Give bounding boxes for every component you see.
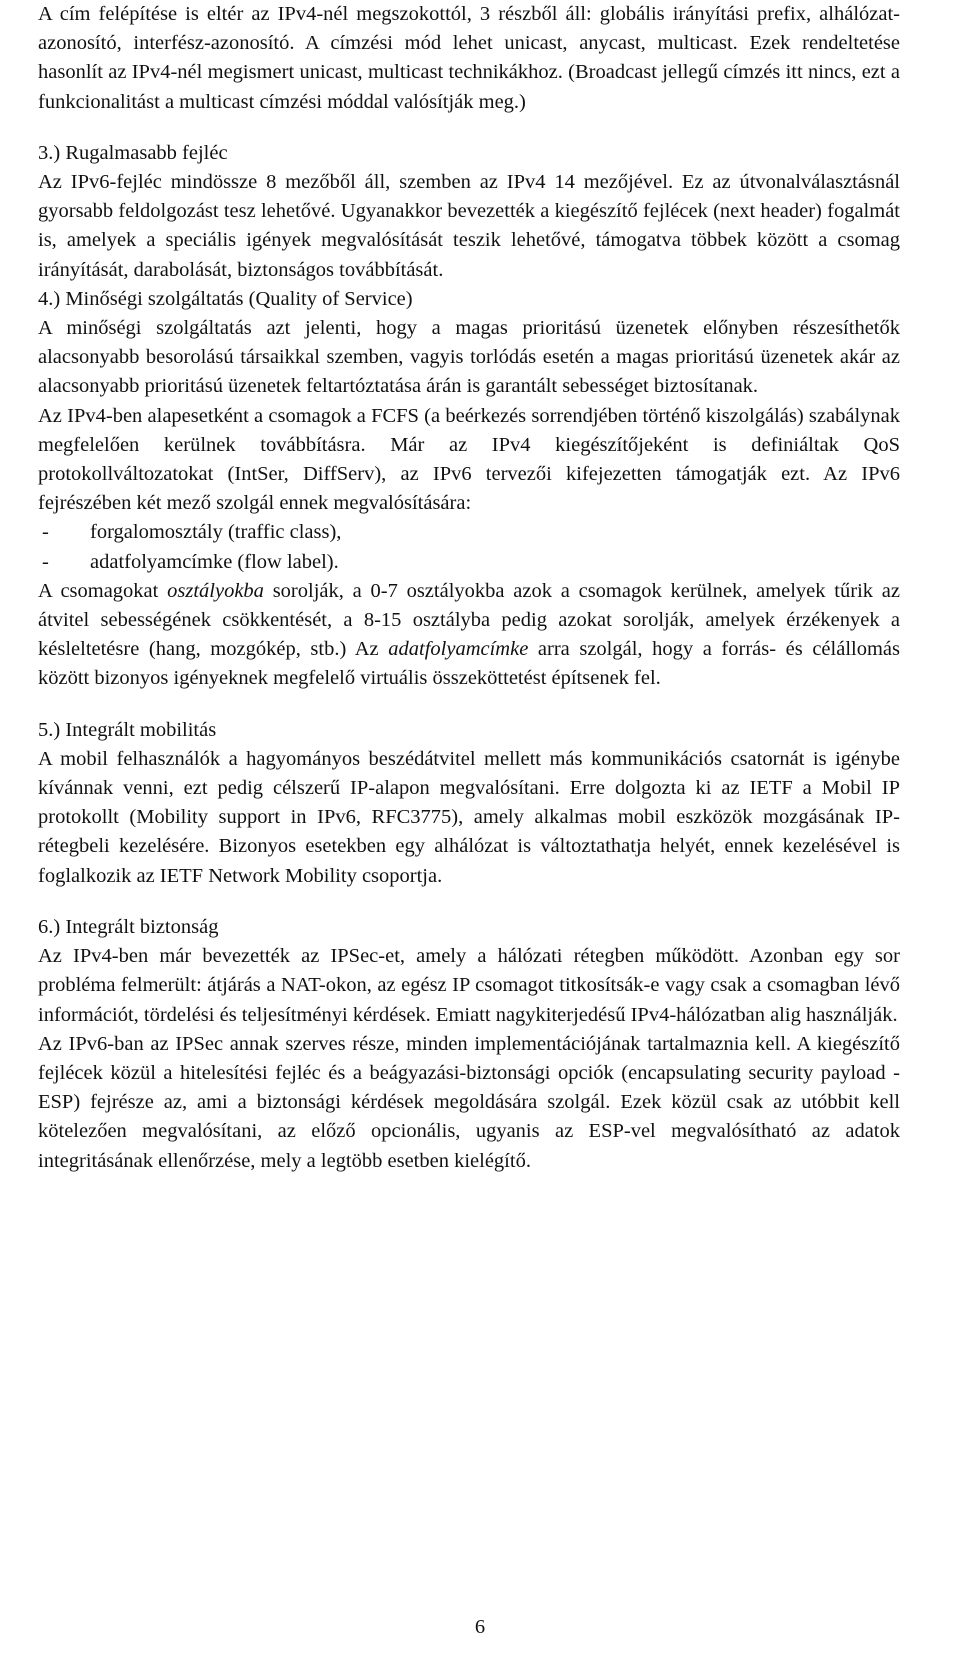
section-flexible-header: [38, 139, 900, 285]
text-run: arra szolgál, hogy a forrás- és célállomás között bizonyos igényeknek megfelelő virtuális összeköttetést építsenek fel.: [38, 638, 900, 690]
list-item: [38, 548, 900, 577]
section-paragraph: Az IPv6-ban az IPSec annak szerves része, minden implementációjának tartalmaznia kell. A kiegészítő fejlécek közül a hitelesítési fejléc és a beágyazási-biztonsági opciók (encapsulating security payload - ESP) fejrésze az, ami a biztonsági kérdések megoldására szolgál. Ezek közül csak az utóbbit kell kötelezően megvalósítani, az előző opcionális, ugyanis az ESP-vel megvalósítható az adatok integritásának ellenőrzése, mely a legtöbb esetben kielégítő.: [38, 1032, 900, 1172]
list-item-text: adatfolyamcímke (flow label).: [90, 550, 339, 573]
section-security: [38, 913, 900, 1176]
list-item: [38, 518, 900, 547]
section-paragraph: A minőségi szolgáltatás azt jelenti, hogy a magas prioritású üzenetek előnyben részesíthetők alacsonyabb besorolású társaikkal szemben, vagyis torlódás esetén a magas prioritású üzenetek akár az alacsonyabb prioritású üzenetek feltartóztatása árán is garantált sebességet biztosítanak.: [38, 317, 900, 398]
spacer: [38, 694, 900, 716]
section-paragraph: Az IPv4-ben alapesetként a csomagok a FCFS (a beérkezés sorrendjében történő kiszolgálás) szabálynak megfelelően kerülnek továbbításra. Már az IPv4 kiegészítőjeként is definiáltak QoS protokollváltozatokat (IntSer, DiffServ), az IPv6 tervezői kifejezetten támogatják ezt. Az IPv6 fejrészében két mező szolgál ennek megvalósítására:: [38, 404, 900, 515]
document-page: [38, 0, 900, 1176]
spacer: [38, 891, 900, 913]
section-heading: 4.) Minőségi szolgáltatás (Quality of Service): [38, 287, 413, 310]
italic-term: adatfolyamcímke: [388, 638, 529, 661]
intro-paragraph: A cím felépítése is eltér az IPv4-nél megszokottól, 3 részből áll: globális irányítási prefix, alhálózat-azonosító, interfész-azonosító. A címzési mód lehet unicast, anycast, multicast. Ezek rendeltetése hasonlít az IPv4-nél megismert unicast, multicast technikákhoz. (Broadcast jellegű címzés itt nincs, ezt a funkcionalitást a multicast címzési móddal valósítják meg.): [38, 3, 900, 113]
section-paragraph: Az IPv4-ben már bevezették az IPSec-et, amely a hálózati rétegben működött. Azonban egy sor probléma felmerült: átjárás a NAT-okon, az egész IP csomagot titkosítsák-e vagy csak a csomagban lévő információt, tördelési és teljesítményi kérdések. Emiatt nagykiterjedésű IPv4-hálózatban alig használják.: [38, 945, 900, 1026]
section-qos: [38, 285, 900, 694]
section-mobility: [38, 716, 900, 891]
section-paragraph: A mobil felhasználók a hagyományos beszédátvitel mellett más kommunikációs csatornát is igénybe kívánnak venni, ezt pedig célszerű IP-alapon megvalósítani. Erre dolgozta ki az IETF a Mobil IP protokollt (Mobility support in IPv6, RFC3775), amely alkalmas mobil eszközök mozgásának IP-rétegbeli kezelésére. Bizonyos esetekben egy alhálózat is változtathatja helyét, ennek kezelésével is foglalkozik az IETF Network Mobility csoportja.: [38, 747, 900, 887]
page-number: 6: [474, 1616, 486, 1638]
italic-term: osztályokba: [167, 579, 264, 602]
text-run: A csomagokat: [38, 579, 168, 602]
list-dash: -: [42, 521, 49, 544]
text-run: sorolják, a 0-7 osztályokba azok a csomagok kerülnek, amelyek tűrik az átvitel sebességének csökkentését, a 8-15 osztályba pedig azokat sorolják, amelyek érzékenyek a késleltetésre (hang, mozgókép, stb.) Az: [38, 579, 900, 661]
section-paragraph: Az IPv6-fejléc mindössze 8 mezőből áll, szemben az IPv4 14 mezőjével. Ez az útvonalválasztásnál gyorsabb feldolgozást tesz lehetővé. Ugyanakkor bevezették a kiegészítő fejlécek (next header) fogalmát is, amelyek a speciális igények megvalósítását teszik lehetővé, támogatva többek között a csomag irányítását, darabolását, biztonságos továbbítását.: [38, 171, 900, 281]
section-heading: 6.) Integrált biztonság: [38, 915, 219, 938]
section-heading: 3.) Rugalmasabb fejléc: [38, 141, 228, 164]
list-dash: -: [42, 550, 49, 573]
section-heading: 5.) Integrált mobilitás: [38, 718, 217, 741]
spacer: [38, 117, 900, 139]
section-paragraph: [38, 577, 900, 694]
list-item-text: forgalomosztály (traffic class),: [90, 521, 342, 544]
